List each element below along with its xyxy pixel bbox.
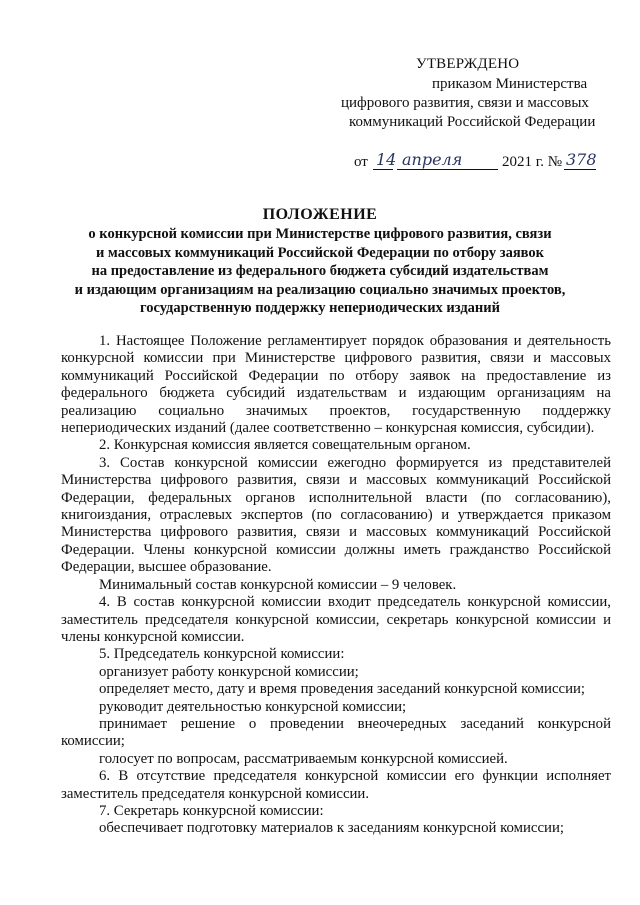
heading-line: государственную поддержку непериодических изданий	[140, 300, 500, 316]
paragraph-line: 6. В отсутствие председателя конкурсной комиссии его функции исполняет	[99, 768, 611, 785]
paragraph-line: Министерства цифрового развития, связи и массовых коммуникаций Российской	[61, 524, 611, 541]
order-year: 2021 г. №	[502, 154, 563, 170]
approval-title: УТВЕРЖДЕНО	[416, 56, 520, 72]
order-date-prefix: от	[354, 154, 368, 170]
paragraph-line: комиссии;	[61, 733, 125, 750]
paragraph-line: голосует по вопросам, рассматриваемым конкурсной комиссией.	[99, 750, 508, 767]
paragraph-line: 1. Настоящее Положение регламентирует порядок образования и деятельность	[99, 333, 611, 349]
approval-line: приказом Министерства	[432, 76, 588, 92]
paragraph-line: заместитель председателя конкурсной комиссии, секретарь конкурсной комиссии и	[61, 611, 611, 628]
paragraph-line: 7. Секретарь конкурсной комиссии:	[99, 802, 324, 819]
paragraph-line: Федерации, федеральных органов исполнительной власти (по согласованию),	[61, 489, 611, 506]
paragraph-line: принимает решение о проведении внеочередных заседаний конкурсной	[99, 715, 611, 732]
document-heading	[0, 205, 640, 318]
heading-line: на предоставление из федерального бюджета субсидий издательствам	[91, 263, 549, 279]
paragraph-line: 3. Состав конкурсной комиссии ежегодно формируется из представителей	[99, 454, 611, 471]
paragraph-line: реализацию социально значимых проектов, государственную поддержку	[61, 402, 611, 419]
paragraph-line: члены конкурсной комиссии.	[61, 628, 245, 645]
order-number: 378	[566, 150, 597, 169]
order-month: апреля	[402, 150, 463, 169]
document-body	[61, 333, 611, 838]
paragraph-line: Федерации, высшее образование.	[61, 559, 272, 576]
approval-line: коммуникаций Российской Федерации	[349, 114, 596, 130]
paragraph-line: федерального бюджета субсидий издательствам и издающим организациям на	[61, 385, 611, 402]
paragraph-line: Федерации. Члены конкурсной комиссии должны иметь гражданство Российской	[61, 541, 611, 558]
paragraph-line: обеспечивает подготовку материалов к заседаниям конкурсной комиссии;	[99, 820, 565, 837]
paragraph-line: коммуникаций Российской Федерации по отбору заявок на предоставление из	[61, 367, 611, 384]
paragraph-line: Министерства цифрового развития, связи и массовых коммуникаций Российской	[61, 472, 611, 489]
approval-line: цифрового развития, связи и массовых	[341, 95, 589, 111]
paragraph-line: конкурсной комиссии при Министерстве цифрового развития, связи и массовых	[61, 350, 611, 367]
heading-line: и массовых коммуникаций Российской Федерации по отбору заявок	[95, 244, 545, 261]
order-day: 14	[376, 150, 397, 169]
paragraph-line: 4. В состав конкурсной комиссии входит председатель конкурсной комиссии,	[99, 594, 611, 611]
paragraph-line: непериодических изданий (далее соответственно – конкурсная комиссия, субсидии).	[61, 420, 595, 437]
paragraph-line: 2. Конкурсная комиссия является совещательным органом.	[99, 437, 471, 454]
document-title: ПОЛОЖЕНИЕ	[262, 206, 378, 223]
heading-line: и издающим организациям на реализацию социально значимых проектов,	[74, 281, 566, 298]
paragraph-line: руководит деятельностью конкурсной комиссии;	[99, 698, 407, 715]
paragraph-line: организует работу конкурсной комиссии;	[99, 663, 359, 680]
paragraph-line: книгоиздания, отраслевых экспертов (по согласованию) и утверждается приказом	[61, 507, 611, 524]
paragraph-line: Минимальный состав конкурсной комиссии – 9 человек.	[99, 576, 457, 593]
order-date-line	[354, 150, 624, 174]
paragraph-line: определяет место, дату и время проведения заседаний конкурсной комиссии;	[99, 681, 586, 698]
paragraph-line: 5. Председатель конкурсной комиссии:	[99, 646, 345, 663]
heading-line: о конкурсной комиссии при Министерстве цифрового развития, связи	[88, 226, 552, 242]
paragraph-line: заместитель председателя конкурсной комиссии.	[61, 785, 370, 802]
